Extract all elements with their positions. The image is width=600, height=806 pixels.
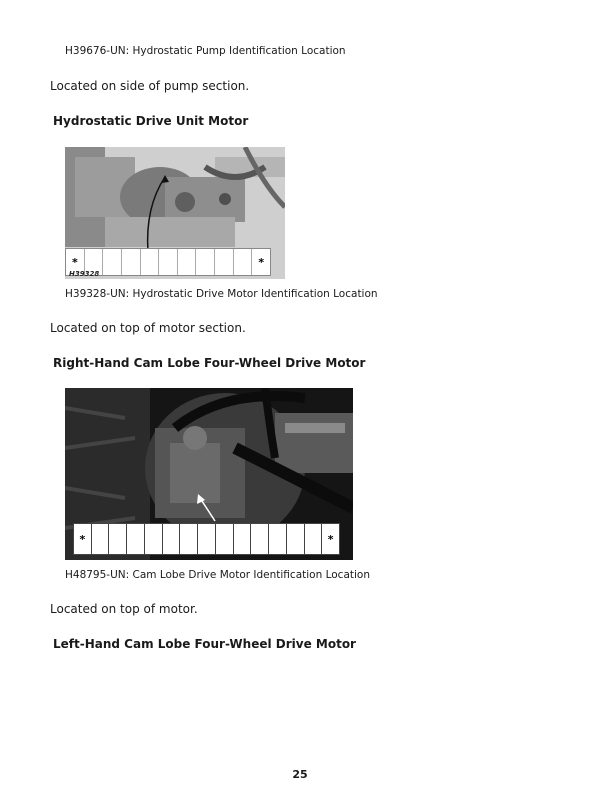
- drive-unit-motor-heading: Hydrostatic Drive Unit Motor: [53, 114, 249, 128]
- id-strip-cell: [163, 524, 181, 554]
- id-strip-cell: [216, 524, 234, 554]
- id-strip-cell: [103, 249, 122, 275]
- id-strip-cell: [141, 249, 160, 275]
- id-strip-cell: [234, 249, 253, 275]
- id-strip-cell: [269, 524, 287, 554]
- id-strip-cell: [178, 249, 197, 275]
- pump-location-text: Located on side of pump section.: [50, 79, 250, 93]
- drive-motor-caption: H39328-UN: Hydrostatic Drive Motor Identification Location: [65, 288, 378, 300]
- id-strip-cell: [122, 249, 141, 275]
- id-strip-cell: [196, 249, 215, 275]
- motor-location-text: Located on top of motor section.: [50, 321, 246, 335]
- id-strip-cell: [234, 524, 252, 554]
- cam-location-text: Located on top of motor.: [50, 602, 198, 616]
- photo-tag: H39328: [69, 270, 100, 278]
- pump-caption: H39676-UN: Hydrostatic Pump Identification Location: [65, 45, 346, 57]
- page-number: 25: [292, 768, 308, 781]
- right-cam-heading: Right-Hand Cam Lobe Four-Wheel Drive Motor: [53, 356, 366, 370]
- id-strip-cell: *: [74, 524, 92, 554]
- id-strip-cell: [159, 249, 178, 275]
- id-strip-cell: [198, 524, 216, 554]
- id-strip-cell: *: [66, 249, 85, 275]
- cam-lobe-caption: H48795-UN: Cam Lobe Drive Motor Identification Location: [65, 569, 370, 581]
- id-strip-cell: *: [258, 255, 265, 269]
- id-strip-cell: [145, 524, 163, 554]
- id-strip-cell: [305, 524, 323, 554]
- id-strip-cell: [251, 524, 269, 554]
- id-strip-cell: *: [327, 532, 334, 546]
- cam-motor-id-strip: [73, 523, 340, 555]
- id-strip-cell: [127, 524, 145, 554]
- cam-lobe-motor-photo: [65, 388, 353, 560]
- left-cam-heading: Left-Hand Cam Lobe Four-Wheel Drive Motor: [53, 637, 356, 651]
- drive-motor-photo: [65, 147, 285, 279]
- id-strip-cell: [92, 524, 110, 554]
- id-strip-cell: [109, 524, 127, 554]
- id-strip-cell: [215, 249, 234, 275]
- id-strip-cell: [287, 524, 305, 554]
- id-strip-cell: [180, 524, 198, 554]
